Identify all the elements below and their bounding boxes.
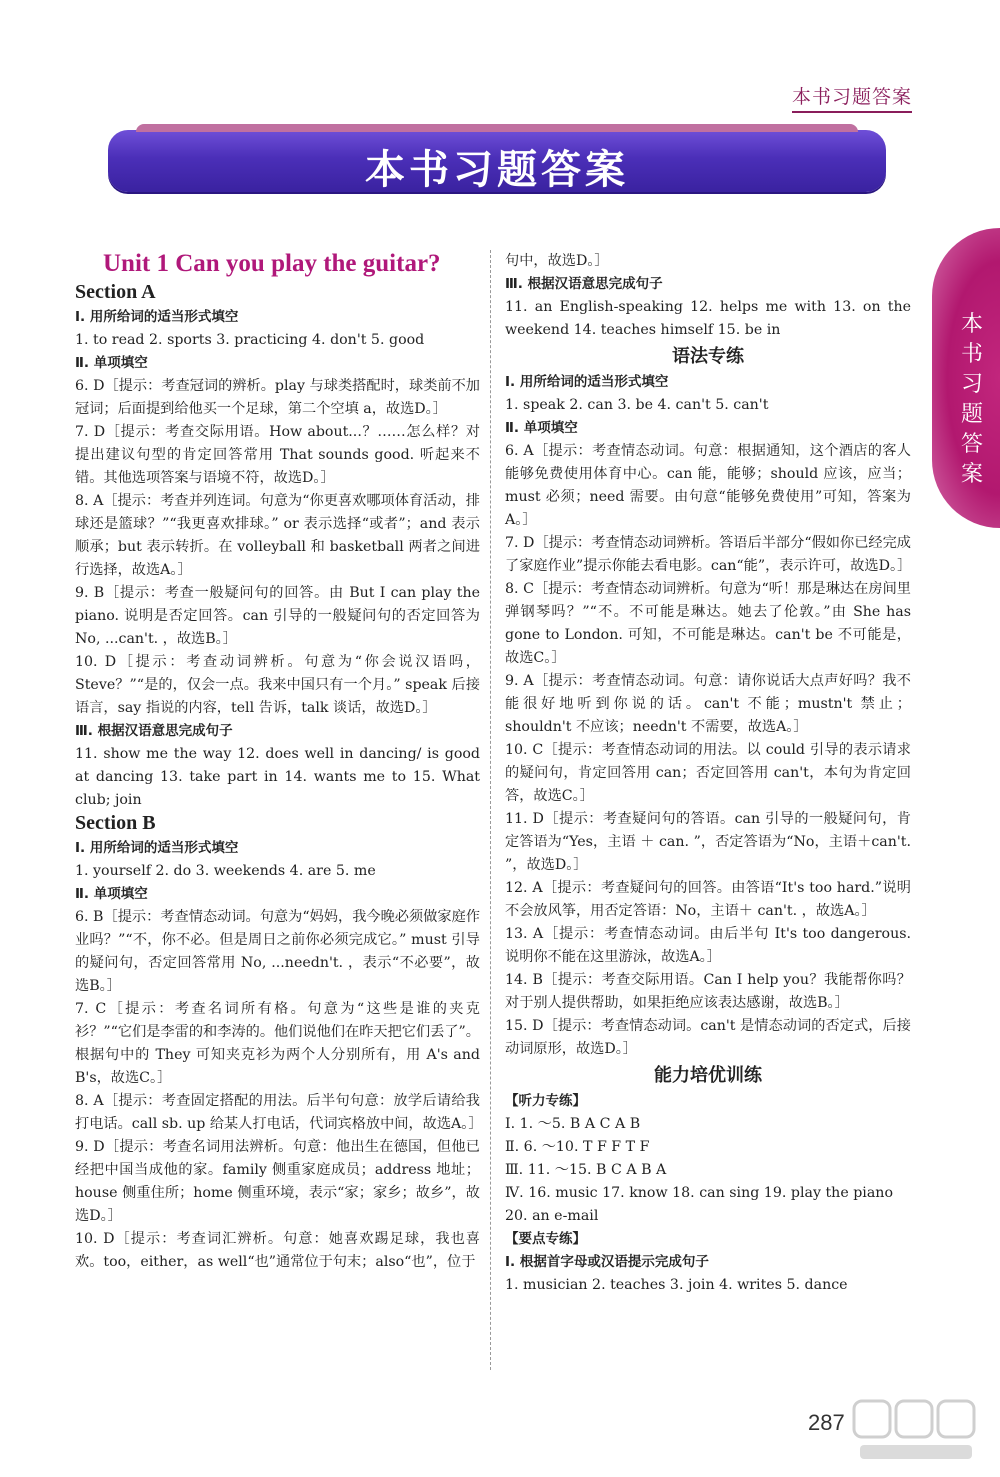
answer-item: 15. D［提示：考查情态动词。can't 是情态动词的否定式，后接动词原形，故选D。］: [505, 1018, 911, 1057]
answer-item: 9. D［提示：考查名词用法辨析。句意：他出生在德国，但他已经把中国当成他的家。family 侧重家庭成员；address 地址；house 侧重住所；home 侧重环境，表示“家；家乡；故乡”，故选D。］: [75, 1139, 480, 1224]
answer-item: Ⅱ. 6. ～10. T F F T F: [505, 1139, 650, 1155]
header-tag: 本书习题答案: [792, 82, 912, 113]
unit-title: Unit 1 Can you play the guitar?: [103, 250, 441, 277]
answer-item: 13. A［提示：考查情态动词。由后半句 It's too dangerous. 说明你不能在这里游泳，故选A。］: [505, 926, 911, 965]
answer-item: 1. speak 2. can 3. be 4. can't 5. can't: [505, 397, 769, 413]
answer-item: Ⅲ. 11. ～15. B C A B A: [505, 1162, 667, 1178]
watermark-logo-icon: [850, 1395, 980, 1465]
answer-item: 8. A［提示：考查固定搭配的用法。后半句句意：放学后请给我打电话。call sb. up 给某人打电话，代词宾格放中间，故选A。］: [75, 1093, 483, 1132]
practice-title: 语法专练: [672, 346, 744, 367]
answer-item: 8. A［提示：考查并列连词。句意为“你更喜欢哪项体育活动，排球还是篮球？”“我更喜欢排球。” or 表示选择“或者”；and 表示顺承；but 表示转折。在 volleyball 和 basketball 两者之间进行选择，故选A。］: [75, 493, 480, 578]
bracket-heading: 【要点专练】: [505, 1231, 586, 1247]
bracket-heading: 【听力专练】: [505, 1093, 586, 1109]
answer-item: 6. B［提示：考查情态动词。句意为“妈妈，我今晚必须做家庭作业吗？”“不，你不必。但是周日之前你必须完成它。” must 引导的疑问句，否定回答常用 No, ...needn't. ，表示“不必要”，故选B。］: [75, 909, 480, 994]
answer-item: 7. D［提示：考查交际用语。How about...？……怎么样？对提出建议句型的肯定回答常用 That sounds good. 听起来不错。其他选项答案与语境不符，故选D。］: [75, 424, 480, 486]
answer-item: 1. yourself 2. do 3. weekends 4. are 5. me: [75, 863, 376, 879]
answer-item: 10. C［提示：考查情态动词的用法。以 could 引导的表示请求的疑问句，肯定回答用 can；否定回答用 can't，本句为肯定回答，故选C。］: [505, 742, 911, 804]
answer-item: 6. D［提示：考查冠词的辨析。play 与球类搭配时，球类前不加冠词；后面提到给他买一个足球，第二个空填 a，故选D。］: [75, 378, 480, 417]
subsection-heading: Ⅲ. 根据汉语意思完成句子: [75, 723, 233, 739]
answer-item: 11. show me the way 12. does well in dancing/ is good at dancing 13. take part in 14. wants me to 15. What club; join: [75, 746, 480, 808]
answer-item: Ⅰ. 1. ～5. B A C A B: [505, 1116, 641, 1132]
right-column: [505, 250, 911, 1297]
answer-item: 11. D［提示：考查疑问句的答语。can 引导的一般疑问句，肯定答语为“Yes，主语 ＋ can. ”，否定答语为“No，主语＋can't. ”，故选D。］: [505, 811, 911, 873]
column-divider: [490, 250, 491, 1370]
answer-item: 12. A［提示：考查疑问句的回答。由答语“It's too hard.”说明不会放风筝，用否定答语：No，主语＋ can't. ，故选A。］: [505, 880, 911, 919]
answer-item: 7. D［提示：考查情态动词辨析。答语后半部分“假如你已经完成了家庭作业”提示你能去看电影。can“能”，表示许可，故选D。］: [505, 535, 912, 574]
answer-item: 6. A［提示：考查情态动词。句意：根据通知，这个酒店的客人能够免费使用体育中心。can 能，能够；should 应该，应当；must 必须；need 需要。由句意“能够免费使用”可知，答案为A。］: [505, 443, 911, 528]
answer-item: 7. C［提示：考查名词所有格。句意为“这些是谁的夹克衫？”“它们是李雷的和李涛的。他们说他们在昨天把它们丢了”。根据句中的 They 可知夹克衫为两个人分别所有，用 A's and B's，故选C。］: [75, 1001, 480, 1086]
title-banner: [108, 130, 886, 192]
subsection-heading: Ⅰ. 根据首字母或汉语提示完成句子: [505, 1254, 709, 1270]
left-column: [75, 250, 483, 1274]
subsection-heading: Ⅲ. 根据汉语意思完成句子: [505, 276, 663, 292]
answer-item: 9. B［提示：考查一般疑问句的回答。由 But I can play the piano. 说明是否定回答。can 引导的一般疑问句的否定回答为 No, ...can't. ，故选B。］: [75, 585, 480, 647]
practice-title: 能力培优训练: [654, 1065, 762, 1086]
answer-item: 11. an English-speaking 12. helps me with 13. on the weekend 14. teaches himself 15. be in: [505, 299, 911, 338]
subsection-heading: Ⅱ. 单项填空: [75, 355, 148, 371]
section-title: Section A: [75, 281, 156, 303]
page-number: 287: [808, 1410, 845, 1435]
answer-item: 1. musician 2. teaches 3. join 4. writes 5. dance: [505, 1277, 848, 1293]
answer-item: 10. D［提示：考查词汇辨析。句意：她喜欢踢足球，我也喜欢。too，either，as well“也”通常位于句末；also“也”，位于: [75, 1231, 480, 1270]
subsection-heading: Ⅰ. 用所给词的适当形式填空: [75, 309, 239, 325]
subsection-heading: Ⅰ. 用所给词的适当形式填空: [505, 374, 669, 390]
section-title: Section B: [75, 812, 156, 834]
answer-item: 14. B［提示：考查交际用语。Can I help you？我能帮你吗？对于别人提供帮助，如果拒绝应该表达感谢，故选B。］: [505, 972, 911, 1011]
subsection-heading: Ⅱ. 单项填空: [75, 886, 148, 902]
answer-item: 句中，故选D。］: [505, 253, 609, 269]
answer-item: 8. C［提示：考查情态动词辨析。句意为“听！那是琳达在房间里弹钢琴吗？”“不。不可能是琳达。她去了伦敦。”由 She has gone to London. 可知，不可能是琳达。can't be 不可能是，故选C。］: [505, 581, 911, 666]
subsection-heading: Ⅰ. 用所给词的适当形式填空: [75, 840, 239, 856]
answer-item: 9. A［提示：考查情态动词。句意：请你说话大点声好吗？我不能很好地听到你说的话。can't 不能；mustn't 禁止；shouldn't 不应该；needn't 不需要，故选A。］: [505, 673, 911, 735]
side-tab-label: 本书习题答案: [960, 312, 983, 487]
page-title: 本书习题答案: [365, 147, 629, 193]
subsection-heading: Ⅱ. 单项填空: [505, 420, 578, 436]
answer-item: 20. an e-mail: [505, 1208, 599, 1224]
answer-item: Ⅳ. 16. music 17. know 18. can sing 19. play the piano: [505, 1185, 893, 1201]
answer-item: 1. to read 2. sports 3. practicing 4. don't 5. good: [75, 332, 425, 348]
answer-item: 10. D［提示：考查动词辨析。句意为“你会说汉语吗，Steve？”“是的，仅会一点。我来中国只有一个月。” speak 后接语言，say 指说的内容，tell 告诉，talk 谈话，故选D。］: [75, 654, 480, 716]
